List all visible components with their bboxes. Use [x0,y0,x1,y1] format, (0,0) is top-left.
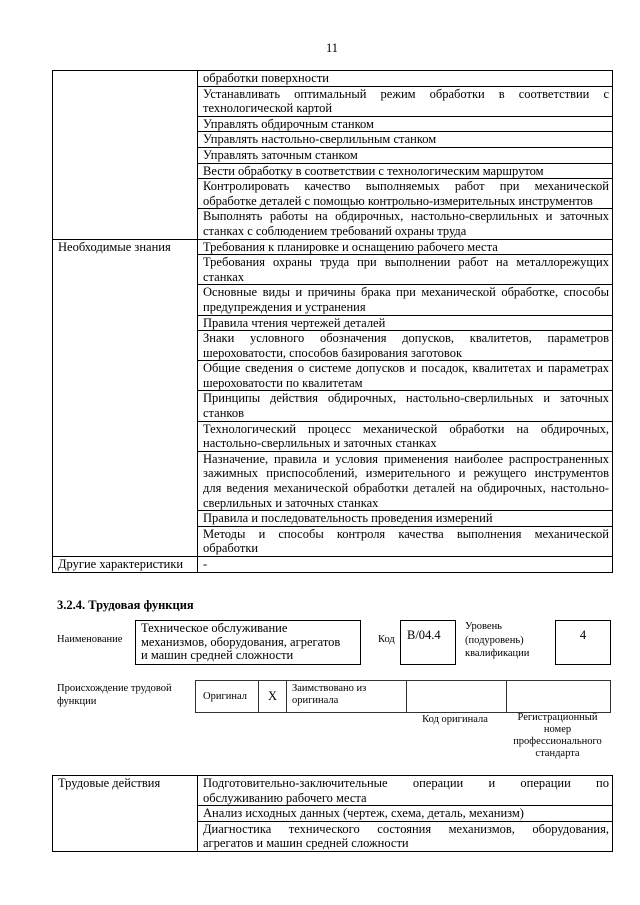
text-line: Методы и способы контроля качества выполнения механической [203,526,609,541]
text-line: сверлильных и заточных станках [203,495,379,510]
table-row [53,71,613,87]
name-label: Наименование [57,634,123,645]
page-number: 11 [325,41,339,55]
text-line: обработке деталей с помощью контрольно-измерительных инструментов [203,193,593,208]
table-row [53,776,613,806]
text-line: - [203,557,208,571]
text-cell [198,285,613,315]
text-line: Контролировать качество выполняемых работ при механической [203,179,609,194]
text-cell [198,147,613,163]
text-line: Управлять заточным станком [203,147,358,162]
origin-label: Происхождение трудовой функции [57,683,172,707]
text-cell [198,331,613,361]
text-cell [198,526,613,556]
text-line: Знаки условного обозначения допусков, квалитетов, параметров [203,331,609,346]
text-line: настольно-сверлильных и заточных станках [203,436,437,451]
text-line: обработки [203,541,259,556]
section-heading: 3.2.4. Трудовая функция [57,598,194,612]
text-line: Назначение, правила и условия применения наиболее распространенных [203,451,609,466]
qualification-level-box: 4 [555,620,611,665]
origin-original-text: Оригинал [203,691,247,702]
text-line: станках [203,269,245,284]
text-cell [198,116,613,132]
text-line: обработки поверхности [203,71,329,85]
origin-borrowed-text: Заимствовано из оригинала [292,683,367,706]
text-cell [198,451,613,510]
original-code-caption: Код оригинала [422,714,488,725]
section-label: Трудовые действия [58,776,161,790]
origin-borrowed-cell [286,681,406,712]
registration-number-caption: Регистрационный номер профессионального стандарта [513,712,602,759]
skills-knowledge-table [52,70,613,573]
text-line: станков [203,406,244,421]
text-line: технологической картой [203,101,333,116]
text-line: обслуживанию рабочего места [203,790,367,805]
text-line: зажимных приспособлений, измерительного и режущего инструментов [203,466,609,481]
text-cell [198,315,613,331]
text-line: Требования охраны труда при выполнении работ на металлорежущих [203,255,609,270]
text-cell [198,557,613,573]
text-line: Управлять настольно-сверлильным станком [203,132,437,147]
section-label: Необходимые знания [58,239,171,254]
text-line: Требования к планировке и оснащению рабочего места [203,239,498,254]
text-line: Основные виды и причины брака при механической обработке, способы [203,285,609,300]
section-label-cell [53,239,198,556]
original-code-cell [406,681,506,712]
text-line: Общие сведения о системе допусков и посадок, квалитетах и параметрах [203,361,609,376]
table-row [53,557,613,573]
qualification-level-label: Уровень (подуровень) квалификации [465,621,530,659]
table-row [53,239,613,255]
function-code-box: B/04.4 [400,620,456,665]
text-cell [198,209,613,239]
text-cell [198,255,613,285]
origin-original-cell [196,681,258,712]
text-cell [198,776,613,806]
text-cell [198,821,613,851]
text-line: Вести обработку в соответствии с технологическим маршрутом [203,163,544,178]
text-line: Устанавливать оптимальный режим обработки в соответствии с [203,86,609,101]
text-line: Подготовительно-заключительные операции и операции по [203,776,609,790]
origin-mark-cell [258,681,286,712]
text-line: Технологический процесс механической обработки на обдирочных, [203,421,609,436]
text-cell [198,71,613,87]
text-cell [198,511,613,527]
origin-mark: X [267,689,278,703]
text-cell [198,391,613,421]
text-line: Правила чтения чертежей деталей [203,315,386,330]
text-line: Управлять обдирочным станком [203,116,374,131]
text-line: для ведения механической обработки деталей на обдирочных, настольно- [203,481,609,496]
text-line: предупреждения и устранения [203,299,366,314]
text-line: Принципы действия обдирочных, настольно-сверлильных и заточных [203,391,609,406]
text-line: Анализ исходных данных (чертеж, схема, деталь, механизм) [203,806,524,821]
text-line: станках с соблюдением требований охраны труда [203,223,467,238]
code-label: Код [378,634,395,645]
text-cell [198,86,613,116]
registration-number-cell [506,681,610,712]
text-line: шероховатости, способов базирования заготовок [203,345,463,360]
text-line: Правила и последовательность проведения измерений [203,511,493,526]
text-cell [198,806,613,822]
text-line: шероховатости по квалитетам [203,375,363,390]
section-label-cell [53,776,198,852]
labor-actions-table [52,775,613,852]
text-cell [198,361,613,391]
text-line: Выполнять работы на обдирочных, настольно-сверлильных и заточных [203,209,609,224]
text-cell [198,239,613,255]
section-label-cell [53,71,198,240]
text-cell [198,163,613,179]
text-cell [198,132,613,148]
function-name-box: Техническое обслуживание механизмов, оборудования, агрегатов и машин средней сложности [135,620,361,665]
text-cell [198,179,613,209]
text-line: Диагностика технического состояния механизмов, оборудования, [203,821,609,836]
text-cell [198,421,613,451]
origin-row [195,680,611,713]
text-line: агрегатов и машин средней сложности [203,836,409,851]
section-label: Другие характеристики [58,557,184,571]
section-label-cell [53,557,198,573]
